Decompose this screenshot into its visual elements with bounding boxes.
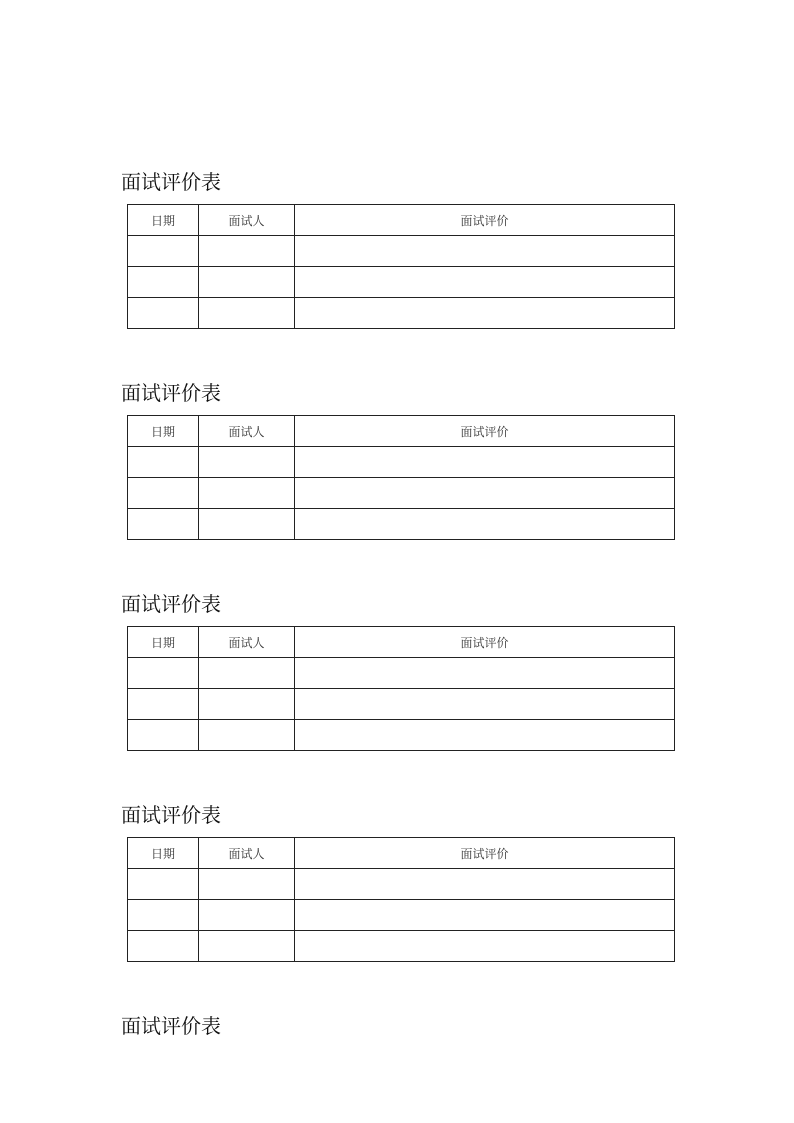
table-cell[interactable]: [128, 236, 199, 267]
table-cell[interactable]: [199, 900, 295, 931]
header-row: [128, 205, 675, 236]
header-cell: 面试人: [199, 205, 295, 236]
table-cell[interactable]: [128, 689, 199, 720]
table-cell[interactable]: [128, 900, 199, 931]
table-cell[interactable]: [295, 658, 675, 689]
header-cell: 日期: [128, 416, 199, 447]
header-cell: 面试评价: [295, 416, 675, 447]
header-cell: 面试评价: [295, 205, 675, 236]
table-row: [128, 689, 675, 720]
table-cell[interactable]: [128, 447, 199, 478]
table-cell[interactable]: [128, 720, 199, 751]
table-cell[interactable]: [199, 720, 295, 751]
section-title: 面试评价表: [121, 592, 221, 616]
section-title: 面试评价表: [121, 381, 221, 405]
table-cell[interactable]: [199, 447, 295, 478]
header-row: [128, 838, 675, 869]
evaluation-table: [127, 626, 675, 751]
section-title: 面试评价表: [121, 803, 221, 827]
table-row: [128, 900, 675, 931]
table-cell[interactable]: [295, 298, 675, 329]
table-cell[interactable]: [199, 236, 295, 267]
table-cell[interactable]: [128, 267, 199, 298]
table-cell[interactable]: [295, 720, 675, 751]
table-cell[interactable]: [128, 478, 199, 509]
table-cell[interactable]: [295, 509, 675, 540]
table-cell[interactable]: [199, 658, 295, 689]
header-cell: 面试评价: [295, 627, 675, 658]
header-row: [128, 416, 675, 447]
table-cell[interactable]: [199, 478, 295, 509]
section-title: 面试评价表: [121, 170, 221, 194]
table-row: [128, 658, 675, 689]
table-cell[interactable]: [295, 236, 675, 267]
table-row: [128, 447, 675, 478]
table-cell[interactable]: [128, 509, 199, 540]
evaluation-table: [127, 204, 675, 329]
table-cell[interactable]: [199, 931, 295, 962]
table-row: [128, 931, 675, 962]
table-row: [128, 509, 675, 540]
header-row: [128, 627, 675, 658]
table-cell[interactable]: [199, 509, 295, 540]
table-row: [128, 720, 675, 751]
table-cell[interactable]: [128, 658, 199, 689]
table-cell[interactable]: [199, 298, 295, 329]
table-cell[interactable]: [199, 267, 295, 298]
header-cell: 面试评价: [295, 838, 675, 869]
table-row: [128, 298, 675, 329]
table-cell[interactable]: [295, 900, 675, 931]
table-row: [128, 869, 675, 900]
header-cell: 面试人: [199, 838, 295, 869]
header-cell: 面试人: [199, 416, 295, 447]
table-cell[interactable]: [295, 267, 675, 298]
table-cell[interactable]: [295, 869, 675, 900]
table-cell[interactable]: [199, 869, 295, 900]
evaluation-table: [127, 837, 675, 962]
table-row: [128, 478, 675, 509]
table-cell[interactable]: [295, 689, 675, 720]
table-row: [128, 267, 675, 298]
table-cell[interactable]: [199, 689, 295, 720]
table-cell[interactable]: [295, 447, 675, 478]
table-cell[interactable]: [128, 298, 199, 329]
table-cell[interactable]: [128, 869, 199, 900]
header-cell: 日期: [128, 838, 199, 869]
table-row: [128, 236, 675, 267]
evaluation-table: [127, 415, 675, 540]
header-cell: 面试人: [199, 627, 295, 658]
header-cell: 日期: [128, 205, 199, 236]
section-title: 面试评价表: [121, 1014, 221, 1038]
table-cell[interactable]: [128, 931, 199, 962]
table-cell[interactable]: [295, 931, 675, 962]
header-cell: 日期: [128, 627, 199, 658]
table-cell[interactable]: [295, 478, 675, 509]
